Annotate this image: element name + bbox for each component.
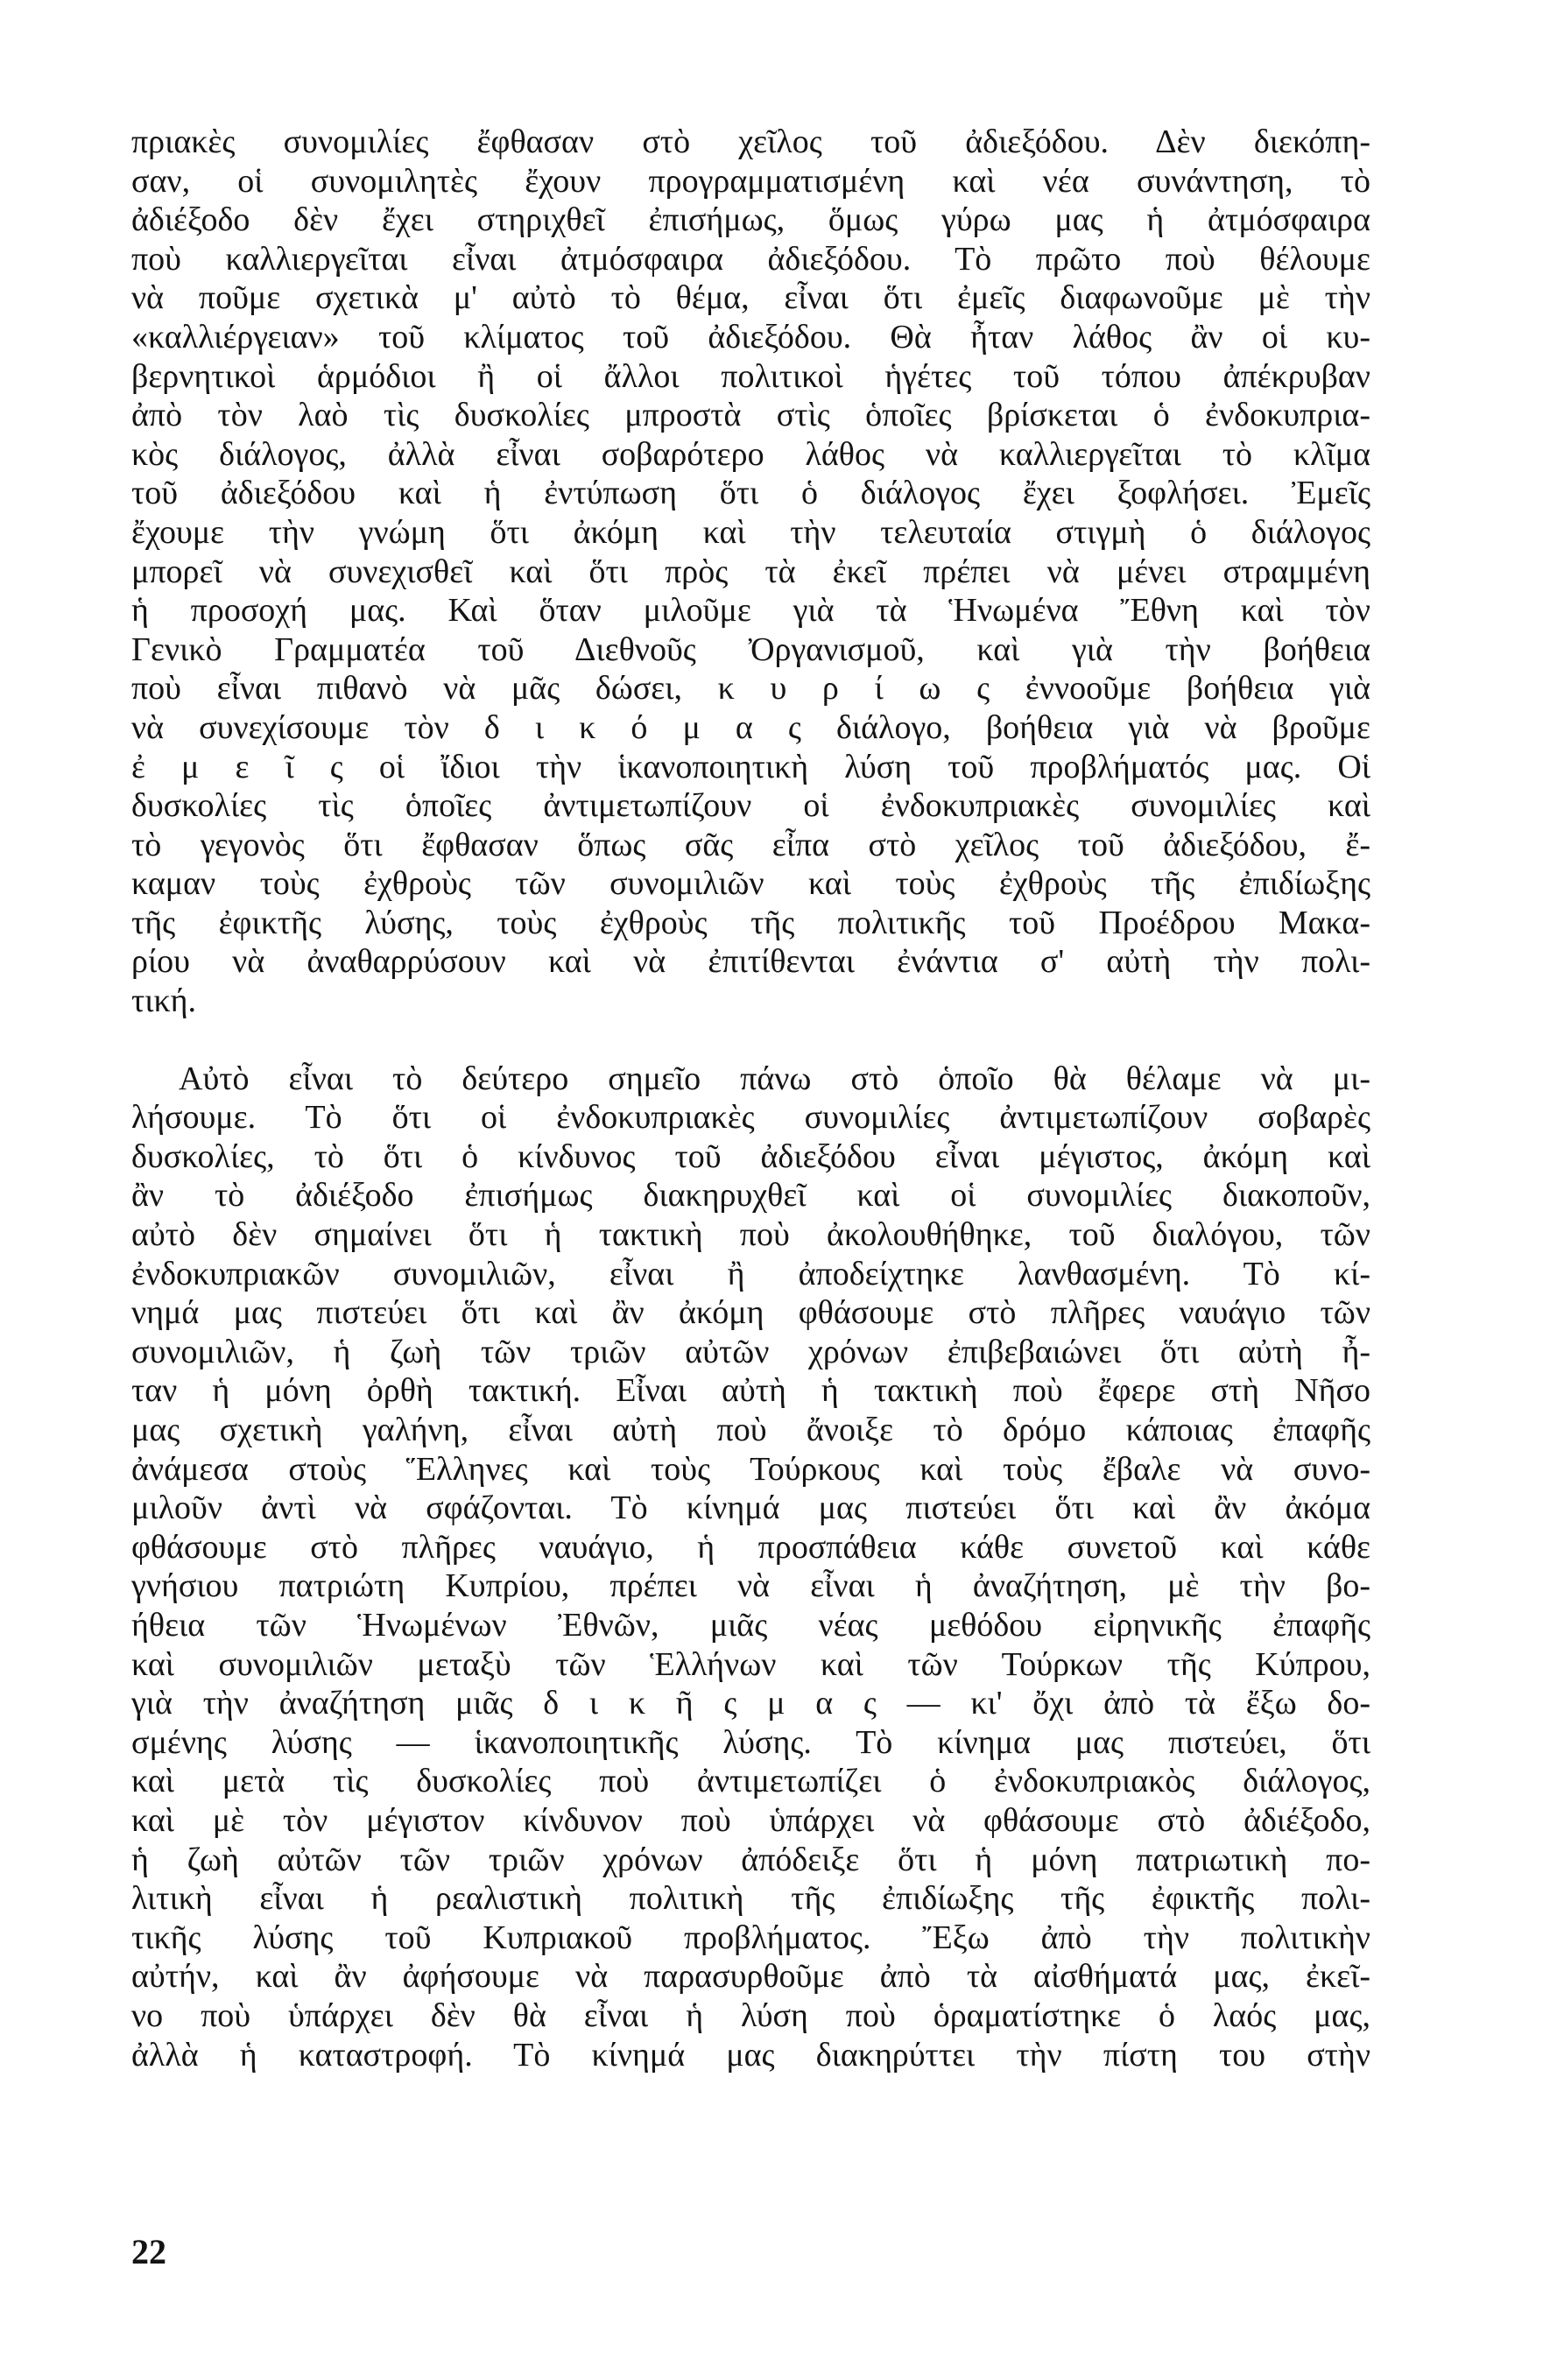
- text-line: ἡ ζωὴ αὐτῶν τῶν τριῶν χρόνων ἀπόδειξε ὅτι ἡ μόνη πατριωτικὴ πο-: [131, 1841, 1370, 1878]
- text-line: νημά μας πιστεύει ὅτι καὶ ἂν ἀκόμη φθάσουμε στὸ πλῆρες ναυάγιο τῶν: [131, 1294, 1370, 1332]
- text-line: καὶ συνομιλιῶν μεταξὺ τῶν Ἑλλήνων καὶ τῶν Τούρκων τῆς Κύπρου,: [131, 1645, 1370, 1683]
- text-line: νὰ ποῦμε σχετικὰ μ' αὐτὸ τὸ θέμα, εἶναι ὅτι ἐμεῖς διαφωνοῦμε μὲ τὴν: [131, 279, 1370, 317]
- page-number: 22: [131, 2232, 166, 2271]
- text-line: καὶ μὲ τὸν μέγιστον κίνδυνον ποὺ ὑπάρχει νὰ φθάσουμε στὸ ἀδιέξοδο,: [131, 1801, 1370, 1839]
- text-line: λήσουμε. Τὸ ὅτι οἱ ἐνδοκυπριακὲς συνομιλίες ἀντιμετωπίζουν σοβαρὲς: [131, 1099, 1370, 1137]
- text-line: ἂν τὸ ἀδιέξοδο ἐπισήμως διακηρυχθεῖ καὶ οἱ συνομιλίες διακοποῦν,: [131, 1177, 1370, 1215]
- text-line: τική.: [131, 982, 197, 1020]
- paragraph-2: [131, 1060, 1370, 2074]
- text-line: νο ποὺ ὑπάρχει δὲν θὰ εἶναι ἡ λύση ποὺ ὁραματίστηκε ὁ λαός μας,: [131, 1996, 1370, 2034]
- paragraph-spacer: [131, 1021, 1370, 1060]
- text-line: τὸ γεγονὸς ὅτι ἔφθασαν ὅπως σᾶς εἶπα στὸ χεῖλος τοῦ ἀδιεξόδου, ἔ-: [131, 826, 1370, 863]
- page-text: [131, 123, 1370, 2074]
- paragraph-1: [131, 123, 1370, 1021]
- text-line: μπορεῖ νὰ συνεχισθεῖ καὶ ὅτι πρὸς τὰ ἐκεῖ πρέπει νὰ μένει στραμμένη: [131, 553, 1370, 590]
- text-line: ἀλλὰ ἡ καταστροφή. Τὸ κίνημά μας διακηρύττει τὴν πίστη του στὴν: [131, 2036, 1370, 2074]
- text-line: γιὰ τὴν ἀναζήτηση μιᾶς δ ι κ ῆ ς μ α ς — κι' ὄχι ἀπὸ τὰ ἔξω δο-: [131, 1685, 1370, 1722]
- text-line: κὸς διάλογος, ἀλλὰ εἶναι σοβαρότερο λάθος νὰ καλλιεργεῖται τὸ κλῖμα: [131, 435, 1370, 473]
- text-line: φθάσουμε στὸ πλῆρες ναυάγιο, ἡ προσπάθεια κάθε συνετοῦ καὶ κάθε: [131, 1528, 1370, 1566]
- text-line: τῆς ἐφικτῆς λύσης, τοὺς ἐχθροὺς τῆς πολιτικῆς τοῦ Προέδρου Μακα-: [131, 904, 1370, 941]
- text-line: μας σχετικὴ γαλήνη, εἶναι αὐτὴ ποὺ ἄνοιξε τὸ δρόμο κάποιας ἐπαφῆς: [131, 1412, 1370, 1448]
- text-line: δυσκολίες τὶς ὁποῖες ἀντιμετωπίζουν οἱ ἐνδοκυπριακὲς συνομιλίες καὶ: [131, 787, 1370, 825]
- text-line: ἔχουμε τὴν γνώμη ὅτι ἀκόμη καὶ τὴν τελευταία στιγμὴ ὁ διάλογος: [131, 513, 1370, 551]
- text-line: «καλλιέργειαν» τοῦ κλίματος τοῦ ἀδιεξόδου. Θὰ ἦταν λάθος ἂν οἱ κυ-: [131, 318, 1370, 356]
- text-line: καὶ μετὰ τὶς δυσκολίες ποὺ ἀντιμετωπίζει ὁ ἐνδοκυπριακὸς διάλογος,: [131, 1763, 1370, 1800]
- text-line: ἡ προσοχή μας. Καὶ ὅταν μιλοῦμε γιὰ τὰ Ἡνωμένα Ἔθνη καὶ τὸν: [131, 592, 1370, 630]
- text-line: ἀνάμεσα στοὺς Ἕλληνες καὶ τοὺς Τούρκους καὶ τοὺς ἔβαλε νὰ συνο-: [131, 1450, 1370, 1488]
- text-line: νὰ συνεχίσουμε τὸν δ ι κ ό μ α ς διάλογο, βοήθεια γιὰ νὰ βροῦμε: [131, 708, 1370, 746]
- text-line: αὐτὸ δὲν σημαίνει ὅτι ἡ τακτικὴ ποὺ ἀκολουθήθηκε, τοῦ διαλόγου, τῶν: [131, 1216, 1370, 1254]
- text-line: ἐ μ ε ῖ ς οἱ ἴδιοι τὴν ἱκανοποιητικὴ λύση τοῦ προβλήματός μας. Οἱ: [131, 748, 1370, 785]
- text-line: συνομιλιῶν, ἡ ζωὴ τῶν τριῶν αὐτῶν χρόνων ἐπιβεβαιώνει ὅτι αὐτὴ ἦ-: [131, 1333, 1370, 1370]
- text-line: ἀπὸ τὸν λαὸ τὶς δυσκολίες μπροστὰ στὶς ὁποῖες βρίσκεται ὁ ἐνδοκυπρια-: [131, 397, 1370, 434]
- text-line: βερνητικοὶ ἁρμόδιοι ἢ οἱ ἄλλοι πολιτικοὶ ἡγέτες τοῦ τόπου ἀπέκρυβαν: [131, 357, 1370, 395]
- text-line: δυσκολίες, τὸ ὅτι ὁ κίνδυνος τοῦ ἀδιεξόδου εἶναι μέγιστος, ἀκόμη καὶ: [131, 1137, 1370, 1175]
- text-line: ταν ἡ μόνη ὀρθὴ τακτική. Εἶναι αὐτὴ ἡ τακτικὴ ποὺ ἔφερε στὴ Νῆσο: [131, 1372, 1370, 1410]
- text-line: τοῦ ἀδιεξόδου καὶ ἡ ἐντύπωση ὅτι ὁ διάλογος ἔχει ξοφλήσει. Ἐμεῖς: [131, 475, 1370, 512]
- text-line: Αὐτὸ εἶναι τὸ δεύτερο σημεῖο πάνω στὸ ὁποῖο θὰ θέλαμε νὰ μι-: [179, 1060, 1370, 1097]
- text-line: γνήσιου πατριώτη Κυπρίου, πρέπει νὰ εἶναι ἡ ἀναζήτηση, μὲ τὴν βο-: [131, 1567, 1370, 1605]
- text-line: πριακὲς συνομιλίες ἔφθασαν στὸ χεῖλος τοῦ ἀδιεξόδου. Δὲν διεκόπη-: [131, 123, 1370, 160]
- text-line: αὐτήν, καὶ ἂν ἀφήσουμε νὰ παρασυρθοῦμε ἀπὸ τὰ αἰσθήματά μας, ἐκεῖ-: [131, 1958, 1370, 1996]
- text-line: ποὺ καλλιεργεῖται εἶναι ἀτμόσφαιρα ἀδιεξόδου. Τὸ πρῶτο ποὺ θέλουμε: [131, 240, 1370, 278]
- text-line: ποὺ εἶναι πιθανὸ νὰ μᾶς δώσει, κ υ ρ ί ω ς ἐννοοῦμε βοήθεια γιὰ: [131, 670, 1370, 708]
- text-line: λιτικὴ εἶναι ἡ ρεαλιστικὴ πολιτικὴ τῆς ἐπιδίωξης τῆς ἐφικτῆς πολι-: [131, 1880, 1370, 1918]
- text-line: ήθεια τῶν Ἡνωμένων Ἐθνῶν, μιᾶς νέας μεθόδου εἰρηνικῆς ἐπαφῆς: [131, 1606, 1370, 1644]
- text-line: ἀδιέξοδο δὲν ἔχει στηριχθεῖ ἐπισήμως, ὅμως γύρω μας ἡ ἀτμόσφαιρα: [131, 201, 1370, 239]
- text-line: ἐνδοκυπριακῶν συνομιλιῶν, εἶναι ἢ ἀποδείχτηκε λανθασμένη. Τὸ κί-: [131, 1255, 1370, 1292]
- text-line: ρίου νὰ ἀναθαρρύσουν καὶ νὰ ἐπιτίθενται ἐνάντια σ' αὐτὴ τὴν πολι-: [131, 943, 1370, 981]
- text-line: μιλοῦν ἀντὶ νὰ σφάζονται. Τὸ κίνημά μας πιστεύει ὅτι καὶ ἂν ἀκόμα: [131, 1489, 1370, 1527]
- text-line: σμένης λύσης — ἱκανοποιητικῆς λύσης. Τὸ κίνημα μας πιστεύει, ὅτι: [131, 1723, 1370, 1761]
- text-line: σαν, οἱ συνομιλητὲς ἔχουν προγραμματισμένη καὶ νέα συνάντηση, τὸ: [131, 162, 1370, 200]
- text-line: Γενικὸ Γραμματέα τοῦ Διεθνοῦς Ὀργανισμοῦ, καὶ γιὰ τὴν βοήθεια: [131, 630, 1370, 668]
- text-line: τικῆς λύσης τοῦ Κυπριακοῦ προβλήματος. Ἔξω ἀπὸ τὴν πολιτικὴν: [131, 1919, 1370, 1956]
- text-line: καμαν τοὺς ἐχθροὺς τῶν συνομιλιῶν καὶ τοὺς ἐχθροὺς τῆς ἐπιδίωξης: [131, 865, 1370, 903]
